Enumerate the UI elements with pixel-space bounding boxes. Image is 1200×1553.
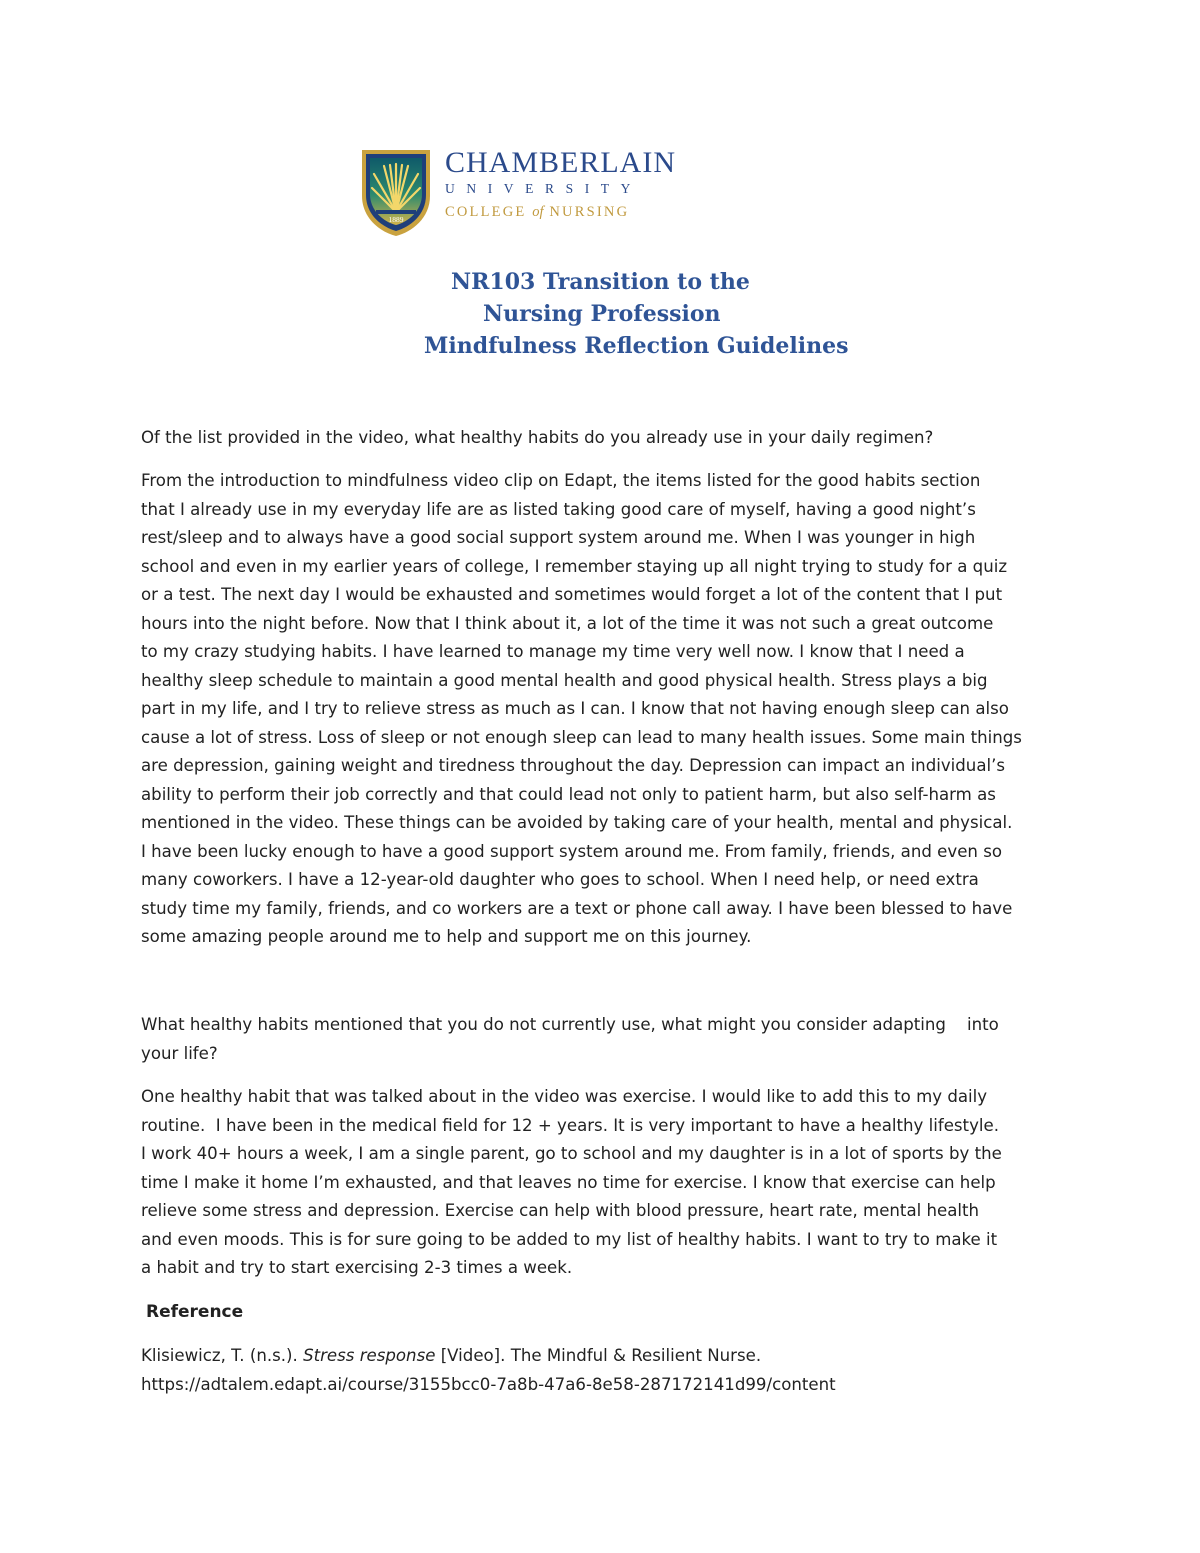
reference-title: Stress response: [303, 1346, 436, 1365]
answer-line: From the introduction to mindfulness video clip on Edapt, the items listed for the good habits section: [141, 471, 981, 490]
svg-text:1889: 1889: [388, 215, 404, 224]
reference-url[interactable]: https://adtalem.edapt.ai/course/3155bcc0-7a8b-47a6-8e58-287172141d99/content: [141, 1374, 836, 1394]
logo-university: UNIVERSITY: [445, 181, 642, 196]
title-line-1: NR103 Transition to the: [451, 269, 750, 295]
answer-line: many coworkers. I have a 12-year-old daughter who goes to school. When I need help, or need extra: [141, 870, 979, 889]
answer-line: time I make it home I’m exhausted, and that leaves no time for exercise. I know that exercise can help: [141, 1172, 996, 1192]
question-2-line: your life?: [141, 1043, 218, 1063]
university-seal-icon: [360, 148, 432, 238]
answer-line: are depression, gaining weight and tiredness throughout the day. Depression can impact an individual’s: [141, 756, 1006, 775]
answer-line: I have been lucky enough to have a good support system around me. From family, friends, and even so: [141, 841, 1002, 861]
logo-name: CHAMBERLAIN: [445, 146, 677, 179]
answer-line: or a test. The next day I would be exhausted and sometimes would forget a lot of the content that I put: [141, 585, 1003, 604]
answer-line: relieve some stress and depression. Exercise can help with blood pressure, heart rate, mental health: [141, 1201, 980, 1220]
reference-heading: Reference: [146, 1302, 244, 1322]
question-2: [141, 1011, 1061, 1068]
answer-line: mentioned in the video. These things can be avoided by taking care of your health, mental and physical.: [141, 813, 1013, 832]
title-line-2: Nursing Profession: [483, 301, 721, 327]
answer-line: a habit and try to start exercising 2-3 times a week.: [141, 1258, 573, 1277]
answer-1: [141, 467, 1061, 952]
answer-line: cause a lot of stress. Loss of sleep or not enough sleep can lead to many health issues. Some main things: [141, 727, 1022, 747]
logo-college: COLLEGE of NURSING: [445, 204, 630, 220]
answer-line: healthy sleep schedule to maintain a good mental health and good physical health. Stress plays a big: [141, 670, 988, 690]
logo-wordmark: [445, 148, 685, 220]
reference-entry: [141, 1342, 1061, 1399]
answer-line: that I already use in my everyday life are as listed taking good care of myself, having a good night’s: [141, 499, 976, 519]
answer-line: part in my life, and I try to relieve stress as much as I can. I know that not having enough sleep can also: [141, 699, 1009, 718]
reference-citation: Klisiewicz, T. (n.s.). Stress response [Video]. The Mindful & Resilient Nurse.: [141, 1346, 762, 1365]
answer-line: routine. I have been in the medical field for 12 + years. It is very important to have a healthy lifestyle.: [141, 1115, 999, 1135]
question-1-text: Of the list provided in the video, what healthy habits do you already use in your daily regimen?: [141, 428, 934, 447]
title-line-3: Mindfulness Reflection Guidelines: [424, 333, 849, 359]
answer-line: to my crazy studying habits. I have learned to manage my time very well now. I know that I need a: [141, 642, 965, 661]
answer-line: hours into the night before. Now that I think about it, a lot of the time it was not such a great outcome: [141, 613, 994, 633]
answer-line: ability to perform their job correctly and that could lead not only to patient harm, but also self-harm as: [141, 784, 996, 804]
answer-line: study time my family, friends, and co workers are a text or phone call away. I have been blessed to have: [141, 898, 1013, 918]
answer-2: [141, 1083, 1061, 1283]
chamberlain-logo: [360, 148, 690, 240]
answer-line: some amazing people around me to help and support me on this journey.: [141, 927, 752, 946]
answer-line: school and even in my earlier years of college, I remember staying up all night trying to study for a quiz: [141, 556, 1008, 576]
answer-line: and even moods. This is for sure going to be added to my list of healthy habits. I want to try to make it: [141, 1229, 998, 1249]
question-1: [141, 424, 1061, 453]
answer-line: rest/sleep and to always have a good social support system around me. When I was younger in high: [141, 528, 976, 547]
question-2-line: What healthy habits mentioned that you do not currently use, what might you consider adapting into: [141, 1015, 999, 1034]
answer-line: One healthy habit that was talked about in the video was exercise. I would like to add this to my daily: [141, 1087, 988, 1106]
answer-line: I work 40+ hours a week, I am a single parent, go to school and my daughter is in a lot of sports by the: [141, 1144, 1002, 1163]
